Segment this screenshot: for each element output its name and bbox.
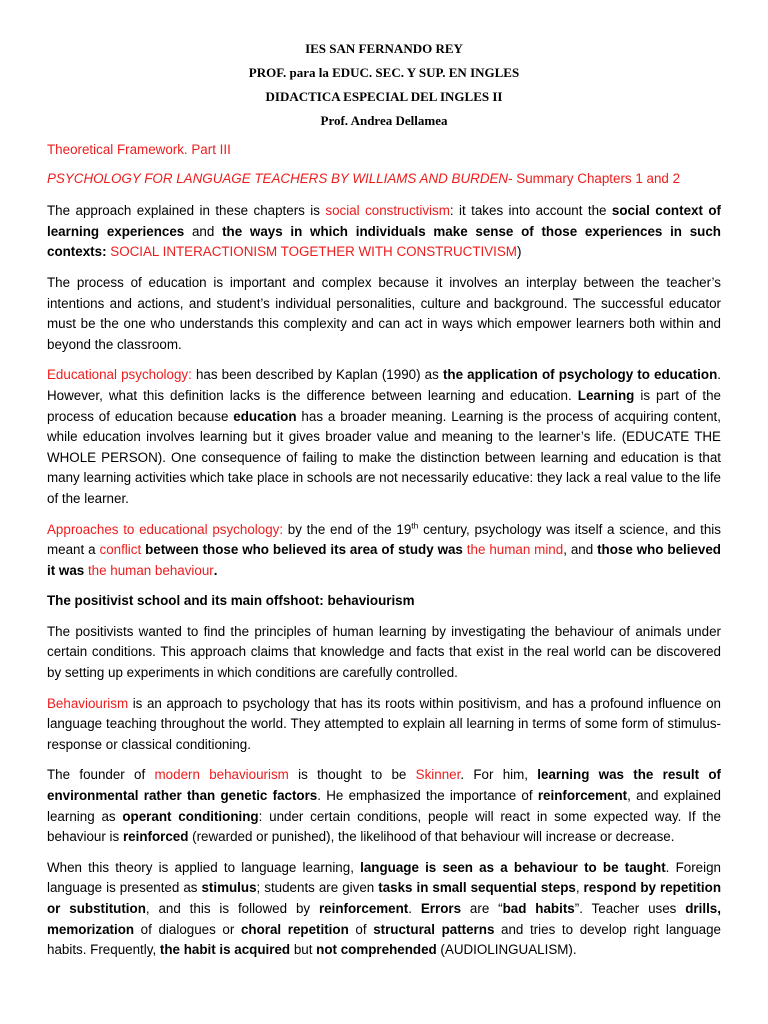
text-run: ”. Teacher uses	[574, 901, 686, 916]
framework-title	[47, 140, 721, 161]
bold-term: choral repetition	[240, 921, 349, 937]
bold-term: the application of psychology to education	[442, 367, 718, 383]
bold-term: reinforcement	[318, 901, 409, 916]
text-run: . Foreign language is presented as	[47, 859, 721, 896]
text-run: is thought to be	[288, 767, 416, 783]
school-name: IES SAN FERNANDO REY	[305, 41, 463, 56]
bold-term: reinforced	[122, 829, 189, 845]
bold-term: tasks in small sequential steps	[378, 880, 576, 896]
highlight-term: Educational psychology:	[47, 367, 192, 383]
bold-term: reinforcement	[537, 788, 628, 804]
bold-term: Errors	[420, 901, 462, 916]
paragraph-behaviourism	[47, 694, 721, 756]
text-run: , and this is followed by	[145, 901, 319, 916]
text-run: ; students are given	[256, 880, 379, 896]
book-title-line	[47, 169, 721, 190]
bold-term: .	[213, 562, 218, 578]
highlight-term: SOCIAL INTERACTIONISM TOGETHER WITH CONSTRUCTIVISM	[110, 244, 517, 260]
highlight-term: Behaviourism	[47, 695, 129, 711]
book-authors: BY WILLIAMS AND BURDEN	[327, 170, 509, 186]
section-heading-positivist: The positivist school and its main offshoot: behaviourism	[47, 593, 415, 609]
text-run: , and explained learning as	[47, 788, 721, 824]
bold-term: those who believed it was	[47, 542, 721, 578]
highlight-term: the human mind	[466, 542, 564, 558]
text-run: is an approach to psychology that has its roots within positivism, and has a profound influence on language teaching throughout the world. They attempted to explain all learning in terms of some form of stimulus-response or classical conditioning.	[47, 695, 721, 752]
text-run: , and	[563, 542, 598, 558]
text-run: century, psychology was itself a science, and this meant a	[47, 521, 721, 558]
highlight-term: social constructivism	[325, 203, 450, 219]
book-title: PSYCHOLOGY FOR LANGUAGE TEACHERS	[47, 170, 328, 186]
text-run: : it takes into account the	[449, 203, 612, 219]
text-run: When this theory is applied to language learning,	[47, 859, 361, 875]
bold-term: social context of learning experiences	[47, 203, 721, 239]
text-run: . He emphasized the importance of	[317, 788, 538, 804]
highlight-term: conflict	[99, 542, 142, 558]
highlight-term: the human behaviour	[87, 562, 214, 578]
text-run: by the end of the 19	[283, 521, 412, 537]
bold-term: the ways in which individuals make sense of those experiences in such contexts	[47, 223, 721, 260]
paragraph-skinner	[47, 765, 721, 847]
highlight-term: Approaches to educational psychology:	[47, 521, 284, 537]
paragraph-language-learning	[47, 858, 721, 961]
text-run: and	[184, 223, 223, 239]
text-run: is part of the process of education because	[47, 387, 721, 424]
text-run: The approach explained in these chapters is	[47, 203, 326, 219]
bold-term: respond by repetition or substitution	[47, 880, 721, 916]
superscript: th	[411, 520, 419, 531]
bold-term: education	[233, 408, 297, 424]
bold-term: the habit is acquired	[159, 942, 291, 958]
bold-term: language is seen as a behaviour to be taught	[360, 859, 666, 875]
paragraph-positivists: The positivists wanted to find the principles of human learning by investigating the behaviour of animals under certain conditions. This approach claims that knowledge and facts that exist in the real world can be discovered by setting up experiments in which conditions are carefully controlled.	[47, 623, 721, 681]
bold-term: stimulus	[201, 880, 257, 896]
text-run: and tries to develop right language habits. Frequently,	[47, 921, 721, 958]
text-run: are “	[461, 901, 503, 916]
text-run: ,	[575, 880, 584, 896]
paragraph-educational-psychology	[47, 365, 721, 509]
text-run: (AUDIOLINGUALISM).	[436, 942, 577, 958]
highlight-term: modern behaviourism	[154, 767, 289, 783]
summary-note: - Summary Chapters 1 and 2	[508, 170, 681, 186]
text-run: The founder of	[47, 767, 155, 783]
text-run: .	[408, 901, 421, 916]
bold-term: structural patterns	[373, 921, 495, 937]
course-name: DIDACTICA ESPECIAL DEL INGLES II	[265, 89, 503, 104]
text-run: (rewarded or punished), the likelihood of that behaviour will increase or decrease.	[188, 829, 675, 845]
text-run: :	[102, 244, 111, 260]
paragraph-approach	[47, 201, 721, 263]
paragraph-approaches	[47, 520, 721, 582]
text-run: has a broader meaning. Learning is the process of acquiring content, while education involves learning but it gives broader value and meaning to the learner’s life. (EDUCATE THE WHOLE PERSON). One consequence of failing to make the distinction between learning and education is that many learning activities which take place in schools are not necessarily educative: they lack a real value to the life of the learner.	[47, 408, 721, 506]
text-run: : under certain conditions, people will react in some expected way. If the behaviour is	[47, 808, 721, 845]
highlight-term: Skinner	[415, 767, 461, 783]
bold-term: drills, memorization	[47, 901, 721, 937]
text-run: . However, what this definition lacks is the difference between learning and education.	[47, 367, 721, 403]
text-run: has been described by Kaplan (1990) as	[191, 367, 443, 383]
text-run: of	[348, 921, 374, 937]
bold-term: not comprehended	[316, 942, 437, 958]
text-run: )	[516, 244, 522, 260]
paragraph-education-process: The process of education is important and complex because it involves an interplay between the teacher’s intentions and actions, and student’s individual personalities, culture and background. The successful educator must be the one who understands this complexity and can act in ways which empower learners both within and beyond the classroom.	[47, 274, 721, 352]
bold-term: operant conditioning	[122, 808, 259, 824]
text-run: of dialogues or	[134, 921, 241, 937]
framework-title-text: Theoretical Framework. Part III	[47, 142, 231, 157]
program-name: PROF. para la EDUC. SEC. Y SUP. EN INGLES	[248, 65, 520, 80]
bold-term: Learning	[577, 387, 635, 403]
text-run: . For him,	[460, 767, 538, 783]
text-run: but	[290, 942, 317, 958]
bold-term: learning was the result of environmental rather than genetic factors	[47, 767, 722, 804]
bold-term: between those who believed its area of study was	[141, 542, 467, 558]
teacher-name: Prof. Andrea Dellamea	[320, 113, 448, 128]
bold-term: bad habits	[502, 901, 575, 916]
